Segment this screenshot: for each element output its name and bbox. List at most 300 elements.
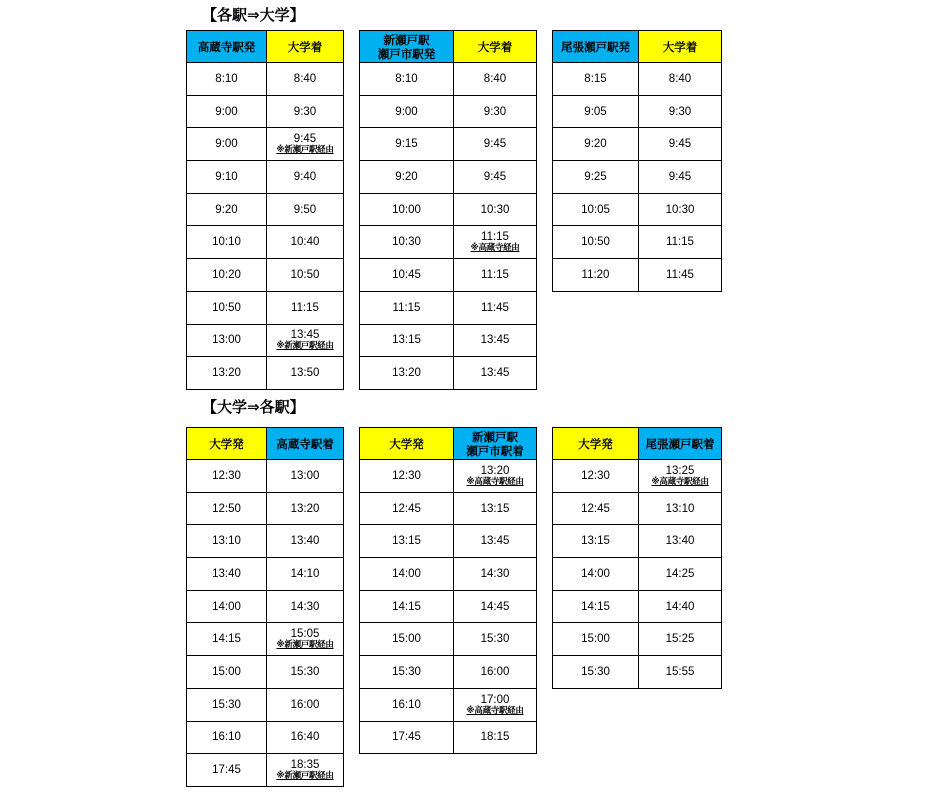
time-text: 17:45 [392, 731, 421, 744]
departure-header [360, 428, 454, 460]
time-text: 16:10 [212, 731, 241, 744]
time-text: 8:40 [483, 72, 507, 85]
departure-time-cell [360, 623, 454, 656]
time-text: 13:10 [212, 535, 241, 548]
time-text: 14:40 [665, 600, 695, 613]
departure-time-cell [360, 161, 454, 194]
route-note: ※高蔵寺駅経由 [651, 476, 709, 487]
time-text: 15:30 [480, 633, 510, 646]
time-text: 9:45 [668, 138, 692, 151]
table-row [553, 128, 722, 161]
table-row [360, 259, 537, 292]
departure-time-cell [187, 128, 267, 161]
arrival-time-cell [267, 63, 344, 96]
arrival-time-cell [267, 259, 344, 292]
departure-time-cell [187, 590, 267, 623]
time-text: 17:45 [212, 764, 241, 777]
departure-time-cell [360, 590, 454, 623]
departure-header [553, 31, 639, 63]
time-text: 11:15 [291, 301, 319, 314]
time-text: 15:55 [665, 665, 695, 678]
header-row [553, 428, 722, 460]
time-text: 9:05 [584, 105, 607, 118]
table-row [187, 590, 344, 623]
time-text: 17:00 [480, 693, 510, 706]
departure-time-cell [553, 525, 639, 558]
departure-time-cell [187, 754, 267, 787]
header-row [360, 31, 537, 63]
time-text: 14:00 [581, 567, 610, 580]
departure-time-cell [553, 492, 639, 525]
arrival-time-cell [267, 754, 344, 787]
departure-time-cell [360, 688, 454, 721]
header-label: 大学発 [578, 436, 613, 451]
time-text: 9:30 [293, 105, 317, 118]
route-note: ※新瀬戸駅経由 [276, 640, 334, 651]
header-label: 高蔵寺駅着 [276, 436, 334, 451]
arrival-time-cell [639, 128, 722, 161]
time-text: 12:45 [581, 502, 610, 515]
time-text: 9:15 [395, 138, 418, 151]
header-row [553, 31, 722, 63]
table-row [553, 492, 722, 525]
time-text: 15:30 [290, 665, 320, 678]
time-text: 9:20 [584, 138, 607, 151]
departure-time-cell [360, 128, 454, 161]
table-row [187, 63, 344, 96]
departure-time-cell [187, 656, 267, 689]
time-text: 10:50 [581, 236, 610, 249]
time-text: 13:00 [212, 334, 241, 347]
departure-time-cell [187, 226, 267, 259]
arrival-header [639, 31, 722, 63]
departure-time-cell [360, 291, 454, 324]
table-row [187, 95, 344, 128]
time-text: 9:25 [584, 170, 607, 183]
table-row [553, 226, 722, 259]
departure-time-cell [187, 161, 267, 194]
departure-time-cell [187, 324, 267, 357]
table-row [553, 63, 722, 96]
arrival-time-cell [454, 193, 537, 226]
time-text: 9:00 [215, 105, 238, 118]
arrival-time-cell [454, 721, 537, 754]
time-text: 14:15 [392, 600, 421, 613]
departure-time-cell [553, 226, 639, 259]
time-text: 9:00 [215, 138, 238, 151]
table-row [553, 161, 722, 194]
time-text: 14:00 [212, 600, 241, 613]
table-row [553, 656, 722, 689]
table-row [360, 63, 537, 96]
header-label: 大学着 [477, 39, 513, 54]
arrival-time-cell [454, 656, 537, 689]
route-note: ※新瀬戸駅経由 [276, 771, 334, 782]
table-row [187, 721, 344, 754]
table-row [187, 324, 344, 357]
table-row [187, 492, 344, 525]
departure-time-cell [187, 492, 267, 525]
route-note: ※高蔵寺駅経由 [466, 476, 524, 487]
time-text: 9:10 [215, 170, 238, 183]
arrival-time-cell [639, 558, 722, 591]
arrival-time-cell [639, 161, 722, 194]
arrival-time-cell [454, 688, 537, 721]
time-text: 8:10 [395, 72, 418, 85]
table-row [360, 492, 537, 525]
time-text: 10:45 [392, 268, 421, 281]
arrival-time-cell [639, 656, 722, 689]
arrival-time-cell [454, 492, 537, 525]
departure-time-cell [187, 721, 267, 754]
arrival-time-cell [454, 161, 537, 194]
header-label: 大学発 [209, 436, 244, 451]
arrival-time-cell [639, 193, 722, 226]
time-text: 8:10 [215, 72, 238, 85]
time-text: 13:15 [392, 334, 421, 347]
time-text: 11:45 [666, 268, 694, 281]
arrival-header [267, 31, 344, 63]
route-note: ※新瀬戸駅経由 [276, 145, 334, 156]
table-row [187, 161, 344, 194]
arrival-time-cell [267, 656, 344, 689]
time-text: 11:45 [481, 301, 509, 314]
time-text: 13:10 [665, 502, 695, 515]
arrival-time-cell [639, 460, 722, 493]
table-row [187, 558, 344, 591]
time-text: 13:15 [392, 535, 421, 548]
time-text: 9:45 [668, 170, 692, 183]
table-row [360, 623, 537, 656]
time-text: 10:40 [290, 236, 320, 249]
time-text: 15:25 [665, 633, 695, 646]
arrival-time-cell [639, 226, 722, 259]
table-row [360, 193, 537, 226]
arrival-time-cell [267, 721, 344, 754]
arrival-time-cell [267, 161, 344, 194]
time-text: 13:45 [480, 535, 510, 548]
section-title-from-university: 【大学⇒各駅】 [202, 398, 305, 416]
arrival-time-cell [267, 95, 344, 128]
header-row [187, 31, 344, 63]
header-label: 尾張瀬戸駅発 [561, 39, 630, 54]
departure-time-cell [553, 656, 639, 689]
header-label: 大学発 [389, 436, 424, 451]
arrival-time-cell [454, 324, 537, 357]
time-text: 16:10 [392, 698, 421, 711]
table-row [553, 95, 722, 128]
header-label: 高蔵寺駅発 [197, 39, 256, 54]
header-label: 大学着 [662, 39, 698, 54]
time-text: 13:20 [480, 464, 510, 477]
table-row [360, 460, 537, 493]
time-text: 13:25 [665, 464, 695, 477]
departure-time-cell [187, 63, 267, 96]
departure-header [187, 428, 267, 460]
table-row [187, 656, 344, 689]
departure-time-cell [553, 460, 639, 493]
arrival-time-cell [454, 128, 537, 161]
table-university-to-shinseto [359, 427, 537, 754]
table-shinseto-to-university [359, 30, 537, 390]
time-text: 8:15 [584, 72, 607, 85]
arrival-header [454, 31, 537, 63]
table-row [360, 721, 537, 754]
departure-time-cell [360, 558, 454, 591]
table-row [553, 558, 722, 591]
table-university-to-owariseto [552, 427, 722, 689]
table-row [187, 193, 344, 226]
time-text: 13:45 [290, 329, 320, 342]
table-takakuraji-to-university [186, 30, 344, 390]
time-text: 9:00 [395, 105, 418, 118]
time-text: 9:45 [483, 170, 507, 183]
time-text: 10:10 [212, 236, 241, 249]
table-row [553, 460, 722, 493]
arrival-time-cell [267, 460, 344, 493]
table-row [187, 525, 344, 558]
arrival-time-cell [267, 128, 344, 161]
time-text: 14:30 [290, 600, 320, 613]
arrival-time-cell [454, 226, 537, 259]
arrival-time-cell [267, 558, 344, 591]
table-row [360, 291, 537, 324]
arrival-time-cell [454, 291, 537, 324]
arrival-time-cell [267, 590, 344, 623]
time-text: 12:30 [212, 469, 241, 482]
table-row [187, 754, 344, 787]
arrival-time-cell [267, 525, 344, 558]
time-text: 13:50 [290, 367, 320, 380]
header-label: 瀬戸市駅着 [466, 443, 524, 458]
time-text: 9:40 [293, 170, 317, 183]
departure-time-cell [360, 259, 454, 292]
departure-time-cell [553, 161, 639, 194]
departure-time-cell [187, 688, 267, 721]
table-row [187, 259, 344, 292]
time-text: 10:00 [392, 203, 421, 216]
departure-time-cell [360, 63, 454, 96]
arrival-time-cell [454, 357, 537, 390]
header-label: 尾張瀬戸駅着 [645, 436, 715, 451]
table-row [553, 623, 722, 656]
time-text: 15:00 [392, 633, 421, 646]
arrival-time-cell [639, 525, 722, 558]
departure-time-cell [553, 259, 639, 292]
arrival-time-cell [639, 492, 722, 525]
route-note: ※高蔵寺経由 [470, 243, 520, 254]
arrival-time-cell [267, 324, 344, 357]
time-text: 10:30 [665, 203, 695, 216]
time-text: 18:35 [290, 759, 320, 772]
time-text: 8:40 [293, 72, 317, 85]
time-text: 15:05 [290, 628, 320, 641]
arrival-time-cell [267, 357, 344, 390]
arrival-time-cell [454, 525, 537, 558]
arrival-time-cell [454, 259, 537, 292]
time-text: 13:15 [480, 502, 510, 515]
departure-time-cell [187, 525, 267, 558]
time-text: 13:20 [392, 367, 421, 380]
table-row [360, 656, 537, 689]
time-text: 14:15 [581, 600, 610, 613]
departure-time-cell [187, 291, 267, 324]
header-label: 大学着 [287, 39, 323, 54]
departure-time-cell [187, 95, 267, 128]
arrival-time-cell [454, 95, 537, 128]
departure-time-cell [360, 324, 454, 357]
time-text: 8:40 [668, 72, 692, 85]
time-text: 10:50 [212, 301, 241, 314]
departure-time-cell [187, 623, 267, 656]
time-text: 15:00 [581, 633, 610, 646]
arrival-time-cell [639, 623, 722, 656]
table-row [360, 590, 537, 623]
time-text: 13:15 [581, 535, 610, 548]
time-text: 10:30 [392, 236, 421, 249]
time-text: 13:20 [290, 502, 320, 515]
departure-time-cell [360, 193, 454, 226]
time-text: 15:30 [212, 698, 241, 711]
table-owariseto-to-university [552, 30, 722, 292]
table-row [360, 357, 537, 390]
time-text: 13:00 [290, 469, 320, 482]
table-row [187, 128, 344, 161]
arrival-time-cell [454, 590, 537, 623]
header-label: 瀬戸市駅発 [377, 46, 436, 61]
table-row [187, 226, 344, 259]
time-text: 15:00 [212, 665, 241, 678]
departure-time-cell [553, 623, 639, 656]
departure-header [553, 428, 639, 460]
time-text: 13:45 [480, 367, 510, 380]
arrival-time-cell [454, 558, 537, 591]
time-text: 9:20 [395, 170, 418, 183]
arrival-time-cell [267, 193, 344, 226]
table-row [187, 460, 344, 493]
arrival-time-cell [639, 590, 722, 623]
time-text: 10:05 [581, 203, 610, 216]
arrival-time-cell [267, 688, 344, 721]
time-text: 9:20 [215, 203, 238, 216]
time-text: 9:50 [293, 203, 317, 216]
header-label: 新瀬戸駅 [383, 32, 430, 47]
arrival-time-cell [267, 291, 344, 324]
departure-time-cell [187, 259, 267, 292]
table-row [360, 688, 537, 721]
arrival-header [639, 428, 722, 460]
time-text: 14:15 [212, 633, 241, 646]
header-label: 新瀬戸駅 [472, 429, 518, 444]
time-text: 14:30 [480, 567, 510, 580]
time-text: 14:45 [480, 600, 510, 613]
time-text: 11:15 [392, 301, 421, 314]
departure-time-cell [187, 558, 267, 591]
time-text: 15:30 [392, 665, 421, 678]
time-text: 11:15 [666, 236, 694, 249]
time-text: 13:40 [290, 535, 320, 548]
table-row [360, 95, 537, 128]
departure-header [360, 31, 454, 63]
time-text: 12:30 [392, 469, 421, 482]
time-text: 11:20 [581, 268, 610, 281]
table-row [360, 324, 537, 357]
time-text: 13:45 [480, 334, 510, 347]
departure-time-cell [360, 492, 454, 525]
departure-time-cell [360, 721, 454, 754]
departure-time-cell [187, 193, 267, 226]
arrival-time-cell [267, 623, 344, 656]
header-row [187, 428, 344, 460]
time-text: 9:30 [483, 105, 507, 118]
table-row [553, 590, 722, 623]
time-text: 10:30 [480, 203, 510, 216]
table-row [553, 193, 722, 226]
time-text: 9:45 [483, 138, 507, 151]
arrival-time-cell [267, 492, 344, 525]
departure-time-cell [360, 525, 454, 558]
time-text: 11:15 [481, 231, 509, 244]
table-row [187, 688, 344, 721]
departure-time-cell [360, 656, 454, 689]
table-row [360, 226, 537, 259]
departure-time-cell [360, 460, 454, 493]
time-text: 13:20 [212, 367, 241, 380]
arrival-header [267, 428, 344, 460]
time-text: 16:00 [480, 665, 510, 678]
departure-time-cell [553, 128, 639, 161]
table-row [187, 357, 344, 390]
time-text: 18:15 [480, 731, 510, 744]
time-text: 16:40 [290, 731, 320, 744]
table-row [553, 259, 722, 292]
departure-time-cell [187, 460, 267, 493]
departure-time-cell [187, 357, 267, 390]
time-text: 13:40 [212, 567, 241, 580]
time-text: 12:30 [581, 469, 610, 482]
time-text: 14:10 [290, 567, 320, 580]
arrival-time-cell [639, 95, 722, 128]
arrival-time-cell [267, 226, 344, 259]
time-text: 14:00 [392, 567, 421, 580]
arrival-time-cell [454, 63, 537, 96]
departure-time-cell [360, 226, 454, 259]
table-row [187, 623, 344, 656]
departure-time-cell [553, 558, 639, 591]
time-text: 10:20 [212, 268, 241, 281]
time-text: 9:45 [293, 133, 317, 146]
table-university-to-takakuraji [186, 427, 344, 787]
arrival-time-cell [454, 623, 537, 656]
time-text: 11:15 [481, 268, 509, 281]
time-text: 10:50 [290, 268, 320, 281]
departure-time-cell [553, 590, 639, 623]
route-note: ※高蔵寺駅経由 [466, 705, 524, 716]
departure-time-cell [553, 63, 639, 96]
time-text: 16:00 [290, 698, 320, 711]
time-text: 12:50 [212, 502, 241, 515]
route-note: ※新瀬戸駅経由 [276, 341, 334, 352]
departure-time-cell [360, 95, 454, 128]
time-text: 9:30 [668, 105, 692, 118]
arrival-header [454, 428, 537, 460]
arrival-time-cell [639, 259, 722, 292]
time-text: 15:30 [581, 665, 610, 678]
section-title-to-university: 【各駅⇒大学】 [202, 6, 305, 24]
time-text: 12:45 [392, 502, 421, 515]
time-text: 14:25 [665, 567, 695, 580]
departure-header [187, 31, 267, 63]
